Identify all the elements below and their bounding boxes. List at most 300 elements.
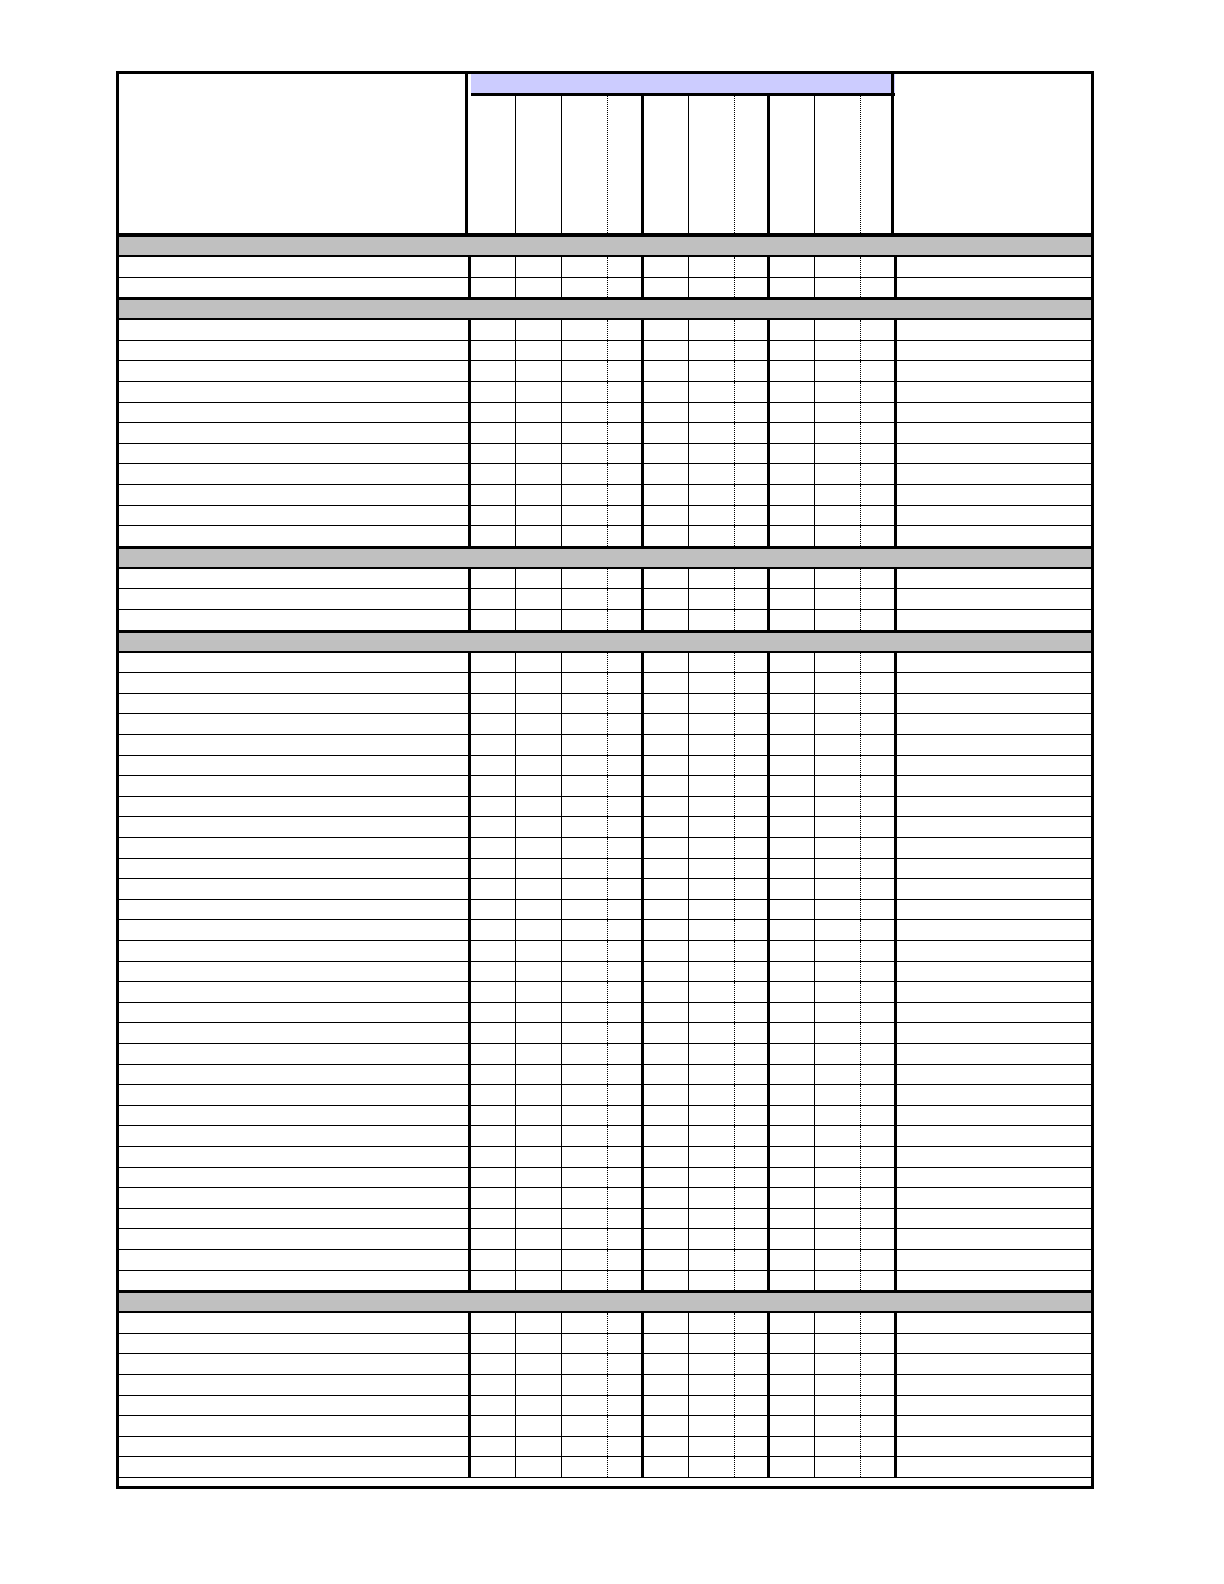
row-cell-divider	[515, 1044, 516, 1064]
row-cell-divider	[515, 1126, 516, 1146]
row-cell-divider	[734, 1375, 735, 1395]
row-cell-divider	[468, 1065, 471, 1085]
row-cell-divider	[468, 1147, 471, 1167]
row-cell-divider	[814, 1106, 815, 1126]
row-cell-divider	[814, 320, 815, 340]
table-row	[119, 589, 1091, 610]
table-row	[119, 464, 1091, 485]
row-cell-divider	[468, 464, 471, 484]
table-row	[119, 1023, 1091, 1044]
row-cell-divider	[561, 900, 562, 920]
row-cell-divider	[468, 962, 471, 982]
row-cell-divider	[468, 694, 471, 714]
row-cell-divider	[641, 776, 644, 796]
row-cell-divider	[641, 1023, 644, 1043]
row-cell-divider	[860, 1229, 861, 1249]
row-cell-divider	[894, 1375, 897, 1395]
row-cell-divider	[894, 1126, 897, 1146]
row-cell-divider	[607, 589, 608, 609]
row-cell-divider	[767, 1188, 770, 1208]
row-cell-divider	[515, 610, 516, 630]
row-cell-divider	[641, 859, 644, 879]
row-cell-divider	[688, 1457, 689, 1477]
row-cell-divider	[767, 1396, 770, 1416]
row-cell-divider	[767, 962, 770, 982]
row-cell-divider	[767, 361, 770, 381]
section-header	[119, 547, 1091, 569]
row-cell-divider	[641, 838, 644, 858]
row-cell-divider	[767, 1271, 770, 1291]
row-cell-divider	[561, 1437, 562, 1457]
row-cell-divider	[561, 1229, 562, 1249]
row-cell-divider	[767, 776, 770, 796]
table-row	[119, 320, 1091, 341]
row-cell-divider	[734, 1416, 735, 1436]
row-cell-divider	[607, 1457, 608, 1477]
row-cell-divider	[688, 1271, 689, 1291]
row-cell-divider	[468, 673, 471, 693]
row-cell-divider	[641, 569, 644, 589]
row-cell-divider	[688, 673, 689, 693]
row-cell-divider	[641, 485, 644, 505]
row-cell-divider	[894, 735, 897, 755]
row-cell-divider	[688, 1375, 689, 1395]
row-cell-divider	[468, 610, 471, 630]
row-cell-divider	[767, 694, 770, 714]
row-cell-divider	[561, 1250, 562, 1270]
table-row	[119, 900, 1091, 921]
row-cell-divider	[894, 257, 897, 277]
row-cell-divider	[894, 320, 897, 340]
section-title	[119, 304, 123, 316]
row-cell-divider	[860, 714, 861, 734]
row-cell-divider	[860, 900, 861, 920]
row-cell-divider	[734, 920, 735, 940]
row-cell-divider	[767, 257, 770, 277]
row-cell-divider	[688, 1250, 689, 1270]
row-cell-divider	[641, 361, 644, 381]
row-cell-divider	[688, 1416, 689, 1436]
row-cell-divider	[814, 1168, 815, 1188]
row-cell-divider	[734, 1106, 735, 1126]
row-cell-divider	[894, 1023, 897, 1043]
table-row	[119, 1044, 1091, 1065]
row-cell-divider	[468, 714, 471, 734]
row-cell-divider	[515, 485, 516, 505]
row-cell-divider	[734, 900, 735, 920]
row-cell-divider	[607, 1334, 608, 1354]
row-cell-divider	[814, 361, 815, 381]
row-cell-divider	[688, 900, 689, 920]
row-cell-divider	[641, 694, 644, 714]
column-header-divider	[561, 96, 562, 233]
row-cell-divider	[561, 1271, 562, 1291]
row-cell-divider	[860, 756, 861, 776]
column-header-divider	[641, 96, 644, 233]
column-header-divider	[767, 96, 770, 233]
row-cell-divider	[561, 1334, 562, 1354]
table-row	[119, 673, 1091, 694]
row-cell-divider	[767, 838, 770, 858]
row-cell-divider	[767, 1457, 770, 1477]
row-cell-divider	[468, 423, 471, 443]
row-cell-divider	[894, 444, 897, 464]
row-cell-divider	[468, 982, 471, 1002]
row-cell-divider	[561, 735, 562, 755]
row-cell-divider	[894, 423, 897, 443]
row-cell-divider	[641, 1085, 644, 1105]
row-cell-divider	[767, 735, 770, 755]
row-cell-divider	[734, 320, 735, 340]
row-cell-divider	[734, 653, 735, 673]
row-cell-divider	[814, 1396, 815, 1416]
row-cell-divider	[860, 382, 861, 402]
table-row	[119, 1457, 1091, 1478]
row-cell-divider	[894, 1168, 897, 1188]
row-cell-divider	[607, 1437, 608, 1457]
row-cell-divider	[767, 1126, 770, 1146]
row-cell-divider	[894, 756, 897, 776]
row-cell-divider	[894, 653, 897, 673]
row-cell-divider	[767, 1085, 770, 1105]
row-cell-divider	[607, 257, 608, 277]
row-cell-divider	[894, 382, 897, 402]
row-cell-divider	[688, 1106, 689, 1126]
row-cell-divider	[641, 714, 644, 734]
row-cell-divider	[734, 382, 735, 402]
row-cell-divider	[468, 1375, 471, 1395]
row-cell-divider	[607, 320, 608, 340]
row-cell-divider	[734, 735, 735, 755]
row-cell-divider	[860, 1106, 861, 1126]
row-cell-divider	[468, 920, 471, 940]
row-cell-divider	[515, 1437, 516, 1457]
row-cell-divider	[767, 653, 770, 673]
row-cell-divider	[860, 320, 861, 340]
row-cell-divider	[688, 1313, 689, 1333]
table-row	[119, 817, 1091, 838]
row-cell-divider	[688, 1023, 689, 1043]
row-cell-divider	[767, 1168, 770, 1188]
row-cell-divider	[561, 756, 562, 776]
row-cell-divider	[607, 1085, 608, 1105]
row-cell-divider	[607, 485, 608, 505]
table-row	[119, 859, 1091, 880]
row-cell-divider	[641, 1250, 644, 1270]
row-cell-divider	[814, 817, 815, 837]
row-cell-divider	[734, 962, 735, 982]
row-cell-divider	[767, 485, 770, 505]
row-cell-divider	[607, 1003, 608, 1023]
row-cell-divider	[860, 1437, 861, 1457]
row-cell-divider	[767, 1437, 770, 1457]
table-row	[119, 361, 1091, 382]
row-cell-divider	[641, 278, 644, 298]
row-cell-divider	[515, 526, 516, 546]
table-row	[119, 982, 1091, 1003]
row-cell-divider	[688, 653, 689, 673]
row-cell-divider	[561, 1209, 562, 1229]
row-cell-divider	[468, 569, 471, 589]
table-row	[119, 444, 1091, 465]
row-cell-divider	[894, 1106, 897, 1126]
row-cell-divider	[607, 838, 608, 858]
row-cell-divider	[860, 1375, 861, 1395]
table-row	[119, 1168, 1091, 1189]
row-cell-divider	[894, 694, 897, 714]
row-cell-divider	[814, 1334, 815, 1354]
column-header-divider	[860, 96, 861, 233]
row-cell-divider	[688, 341, 689, 361]
row-cell-divider	[814, 423, 815, 443]
table-row	[119, 1334, 1091, 1355]
column-group-header	[471, 74, 895, 96]
row-cell-divider	[734, 1003, 735, 1023]
row-cell-divider	[515, 320, 516, 340]
row-cell-divider	[515, 1003, 516, 1023]
row-cell-divider	[767, 859, 770, 879]
row-cell-divider	[515, 464, 516, 484]
row-cell-divider	[641, 423, 644, 443]
row-cell-divider	[860, 1065, 861, 1085]
row-cell-divider	[814, 526, 815, 546]
row-cell-divider	[814, 756, 815, 776]
row-cell-divider	[468, 526, 471, 546]
row-cell-divider	[814, 464, 815, 484]
row-cell-divider	[688, 485, 689, 505]
row-cell-divider	[894, 361, 897, 381]
row-cell-divider	[561, 382, 562, 402]
row-cell-divider	[860, 673, 861, 693]
row-cell-divider	[860, 361, 861, 381]
column-header-divider	[607, 96, 608, 233]
row-cell-divider	[814, 569, 815, 589]
row-cell-divider	[894, 879, 897, 899]
row-cell-divider	[734, 1085, 735, 1105]
table-row	[119, 341, 1091, 362]
row-cell-divider	[814, 1457, 815, 1477]
table-row	[119, 1106, 1091, 1127]
row-cell-divider	[468, 1437, 471, 1457]
row-cell-divider	[734, 1044, 735, 1064]
column-header-divider	[814, 96, 815, 233]
row-cell-divider	[468, 1354, 471, 1374]
row-cell-divider	[688, 756, 689, 776]
row-cell-divider	[468, 1416, 471, 1436]
row-cell-divider	[641, 1334, 644, 1354]
row-cell-divider	[734, 673, 735, 693]
row-cell-divider	[688, 526, 689, 546]
row-cell-divider	[860, 341, 861, 361]
row-cell-divider	[767, 1375, 770, 1395]
row-cell-divider	[561, 278, 562, 298]
row-cell-divider	[468, 756, 471, 776]
row-cell-divider	[814, 1209, 815, 1229]
section-title	[119, 1297, 123, 1309]
row-cell-divider	[468, 1168, 471, 1188]
row-cell-divider	[515, 341, 516, 361]
row-cell-divider	[607, 817, 608, 837]
table-row	[119, 526, 1091, 547]
row-cell-divider	[468, 485, 471, 505]
row-cell-divider	[515, 653, 516, 673]
row-cell-divider	[688, 361, 689, 381]
row-cell-divider	[814, 1354, 815, 1374]
row-cell-divider	[734, 1313, 735, 1333]
row-cell-divider	[607, 694, 608, 714]
row-cell-divider	[607, 1250, 608, 1270]
row-cell-divider	[561, 589, 562, 609]
row-cell-divider	[561, 1003, 562, 1023]
row-cell-divider	[607, 1023, 608, 1043]
section-header	[119, 631, 1091, 653]
row-cell-divider	[468, 941, 471, 961]
row-cell-divider	[894, 838, 897, 858]
table-row	[119, 694, 1091, 715]
row-cell-divider	[515, 506, 516, 526]
row-cell-divider	[641, 962, 644, 982]
row-cell-divider	[561, 859, 562, 879]
row-cell-divider	[468, 1044, 471, 1064]
table-row	[119, 714, 1091, 735]
row-cell-divider	[607, 1126, 608, 1146]
row-cell-divider	[860, 506, 861, 526]
row-cell-divider	[734, 1334, 735, 1354]
row-cell-divider	[814, 1188, 815, 1208]
row-cell-divider	[814, 1065, 815, 1085]
row-cell-divider	[561, 485, 562, 505]
row-cell-divider	[561, 1085, 562, 1105]
row-cell-divider	[561, 1188, 562, 1208]
row-cell-divider	[860, 694, 861, 714]
row-cell-divider	[561, 982, 562, 1002]
row-cell-divider	[860, 1457, 861, 1477]
row-cell-divider	[641, 756, 644, 776]
table-row	[119, 1085, 1091, 1106]
row-cell-divider	[641, 900, 644, 920]
table-row	[119, 403, 1091, 424]
row-cell-divider	[561, 1396, 562, 1416]
row-cell-divider	[894, 1457, 897, 1477]
row-cell-divider	[860, 1271, 861, 1291]
row-cell-divider	[814, 1229, 815, 1249]
row-cell-divider	[734, 817, 735, 837]
row-cell-divider	[814, 879, 815, 899]
row-cell-divider	[894, 1271, 897, 1291]
row-cell-divider	[641, 382, 644, 402]
row-cell-divider	[734, 485, 735, 505]
row-cell-divider	[688, 941, 689, 961]
row-cell-divider	[515, 962, 516, 982]
row-cell-divider	[894, 1437, 897, 1457]
table-row	[119, 879, 1091, 900]
row-cell-divider	[688, 817, 689, 837]
row-cell-divider	[515, 1229, 516, 1249]
row-cell-divider	[688, 1044, 689, 1064]
row-cell-divider	[641, 444, 644, 464]
row-cell-divider	[515, 1106, 516, 1126]
row-cell-divider	[814, 653, 815, 673]
row-cell-divider	[641, 1271, 644, 1291]
row-cell-divider	[860, 982, 861, 1002]
row-cell-divider	[734, 569, 735, 589]
row-cell-divider	[607, 1147, 608, 1167]
section-header	[119, 1291, 1091, 1313]
row-cell-divider	[607, 941, 608, 961]
row-cell-divider	[515, 756, 516, 776]
row-cell-divider	[767, 1003, 770, 1023]
row-cell-divider	[767, 900, 770, 920]
checklist-sheet	[116, 71, 1094, 1489]
row-cell-divider	[814, 797, 815, 817]
row-cell-divider	[641, 464, 644, 484]
row-cell-divider	[468, 900, 471, 920]
row-cell-divider	[515, 1416, 516, 1436]
row-cell-divider	[468, 1229, 471, 1249]
row-cell-divider	[607, 341, 608, 361]
row-cell-divider	[860, 1396, 861, 1416]
row-cell-divider	[515, 817, 516, 837]
row-cell-divider	[641, 1188, 644, 1208]
table-row	[119, 382, 1091, 403]
row-cell-divider	[607, 1416, 608, 1436]
row-cell-divider	[561, 1106, 562, 1126]
row-cell-divider	[767, 1354, 770, 1374]
row-cell-divider	[860, 653, 861, 673]
table-row	[119, 1375, 1091, 1396]
row-cell-divider	[688, 278, 689, 298]
row-cell-divider	[688, 1334, 689, 1354]
row-cell-divider	[734, 1250, 735, 1270]
table-row	[119, 1229, 1091, 1250]
row-cell-divider	[814, 776, 815, 796]
section-header	[119, 237, 1091, 257]
row-cell-divider	[515, 982, 516, 1002]
row-cell-divider	[894, 817, 897, 837]
row-cell-divider	[814, 1085, 815, 1105]
table-row	[119, 1437, 1091, 1458]
row-cell-divider	[734, 694, 735, 714]
row-cell-divider	[767, 382, 770, 402]
row-cell-divider	[860, 776, 861, 796]
row-cell-divider	[515, 278, 516, 298]
row-cell-divider	[814, 257, 815, 277]
table-row	[119, 838, 1091, 859]
row-cell-divider	[894, 982, 897, 1002]
row-cell-divider	[734, 1271, 735, 1291]
row-cell-divider	[515, 1147, 516, 1167]
row-cell-divider	[734, 756, 735, 776]
row-cell-divider	[814, 589, 815, 609]
row-cell-divider	[641, 341, 644, 361]
row-cell-divider	[814, 485, 815, 505]
row-cell-divider	[607, 1271, 608, 1291]
row-cell-divider	[814, 1416, 815, 1436]
row-cell-divider	[734, 714, 735, 734]
row-cell-divider	[468, 506, 471, 526]
row-cell-divider	[607, 859, 608, 879]
row-cell-divider	[561, 1375, 562, 1395]
row-cell-divider	[515, 1168, 516, 1188]
row-cell-divider	[767, 1334, 770, 1354]
row-cell-divider	[814, 859, 815, 879]
row-cell-divider	[734, 1065, 735, 1085]
row-cell-divider	[814, 694, 815, 714]
table-row	[119, 1188, 1091, 1209]
row-cell-divider	[860, 1209, 861, 1229]
row-cell-divider	[860, 1168, 861, 1188]
row-cell-divider	[734, 859, 735, 879]
